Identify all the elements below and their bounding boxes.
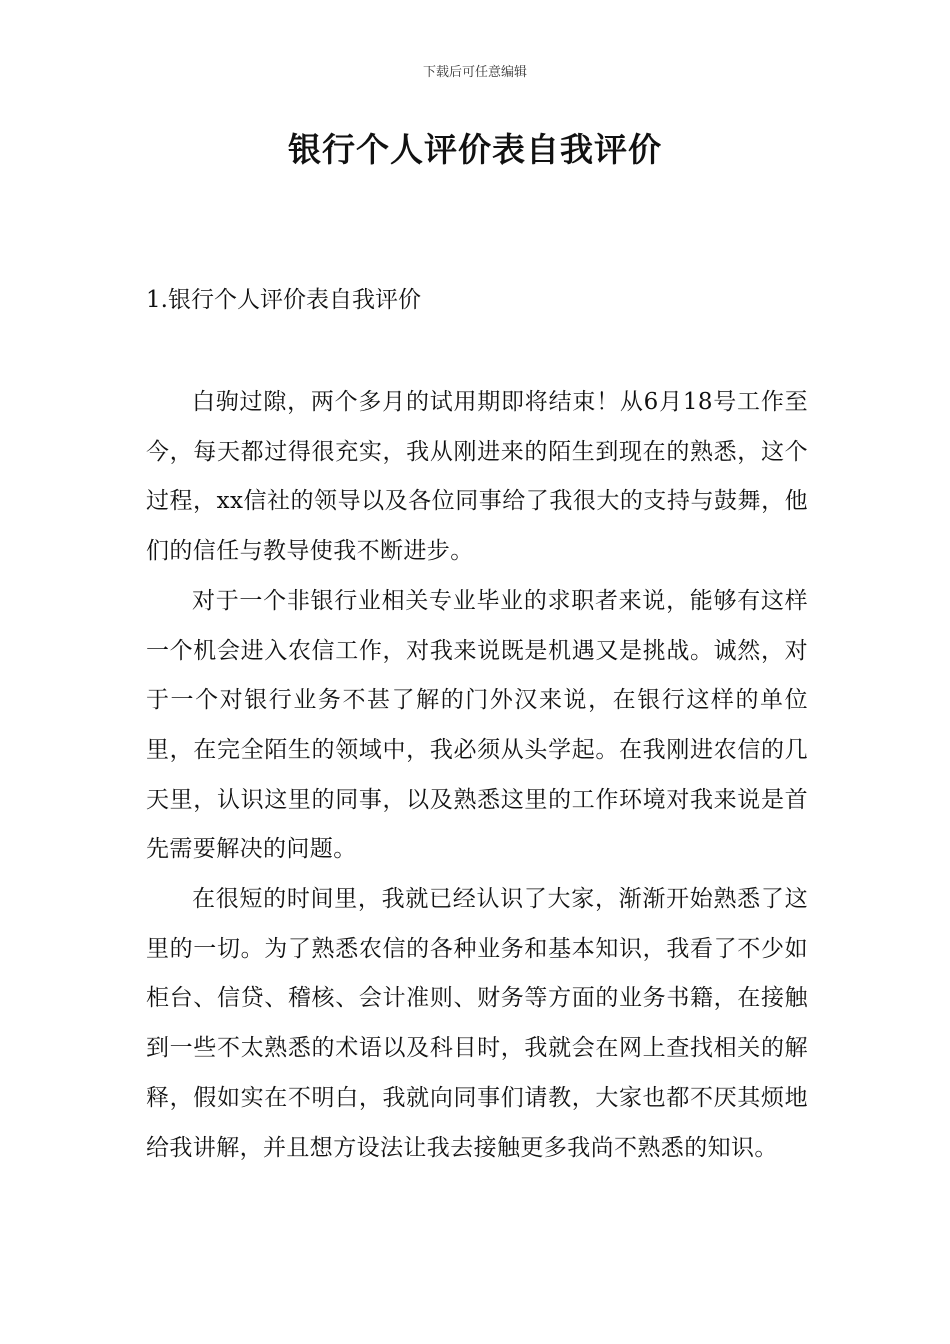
header-note: 下载后可任意编辑 bbox=[422, 65, 527, 80]
document-title: 银行个人评价表自我评价 bbox=[288, 130, 662, 169]
section-heading: 1.银行个人评价表自我评价 bbox=[146, 287, 421, 313]
paragraph-3: 在很短的时间里，我就已经认识了大家，渐渐开始熟悉了这里的一切。为了熟悉农信的各种业务和基本知识，我看了不少如柜台、信贷、稽核、会计准则、财务等方面的业务书籍，在接触到一些不太熟悉的术语以及科目时，我就会在网上查找相关的解释，假如实在不明白，我就向同事们请教，大家也都不厌其烦地给我讲解，并且想方设法让我去接触更多我尚不熟悉的知识。 bbox=[146, 886, 808, 1161]
body-text bbox=[146, 378, 808, 1173]
paragraph-2: 对于一个非银行业相关专业毕业的求职者来说，能够有这样一个机会进入农信工作，对我来说既是机遇又是挑战。诚然，对于一个对银行业务不甚了解的门外汉来说，在银行这样的单位里，在完全陌生的领域中，我必须从头学起。在我刚进农信的几天里，认识这里的同事，以及熟悉这里的工作环境对我来说是首先需要解决的问题。 bbox=[146, 587, 808, 863]
paragraph-1: 白驹过隙，两个多月的试用期即将结束！从6月18号工作至今，每天都过得很充实，我从刚进来的陌生到现在的熟悉，这个过程，xx信社的领导以及各位同事给了我很大的支持与鼓舞，他们的信任与教导使我不断进步。 bbox=[146, 389, 808, 565]
